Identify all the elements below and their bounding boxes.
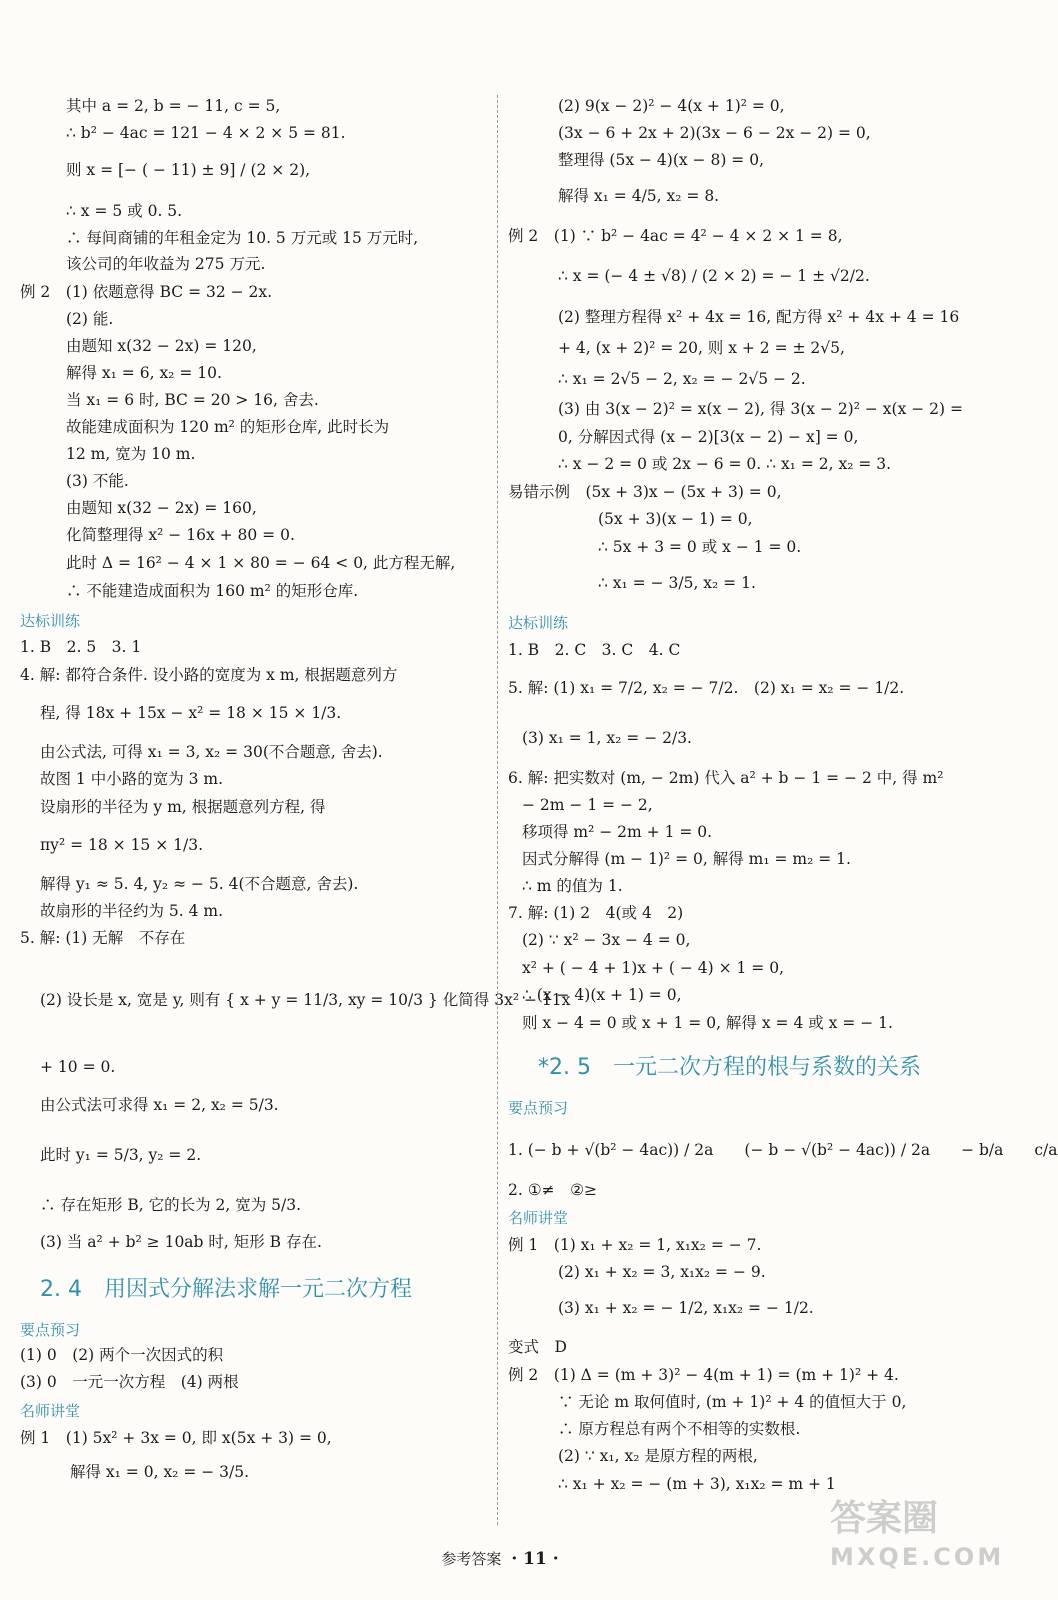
text-line: 0, 分解因式得 (x − 2)[3(x − 2) − x] = 0, bbox=[558, 428, 859, 446]
text-line: 6. 解: 把实数对 (m, − 2m) 代入 a² + b − 1 = − 2 中, 得 m² bbox=[508, 769, 944, 787]
text-line: − 2m − 1 = − 2, bbox=[522, 796, 653, 814]
text-line: 1. B 2. C 3. C 4. C bbox=[508, 641, 681, 659]
text-line: 例 2 (1) 依题意得 BC = 32 − 2x. bbox=[20, 283, 273, 301]
text-line: 1. (− b + √(b² − 4ac)) / 2a (− b − √(b² − 4ac)) / 2a − b/a c/a bbox=[508, 1141, 1058, 1159]
text-line: (3) 0 一元一次方程 (4) 两根 bbox=[20, 1373, 239, 1391]
page-number: · 11 · bbox=[511, 1549, 559, 1569]
text-line: (2) 能. bbox=[66, 310, 114, 328]
subsection-heading: 要点预习 bbox=[20, 1321, 81, 1339]
text-line: (5x + 3)(x − 1) = 0, bbox=[598, 510, 753, 528]
text-line: 整理得 (5x − 4)(x − 8) = 0, bbox=[558, 151, 764, 169]
text-line: 12 m, 宽为 10 m. bbox=[66, 445, 196, 463]
text-line: 变式 D bbox=[508, 1338, 567, 1356]
text-line: (3) 由 3(x − 2)² = x(x − 2), 得 3(x − 2)² − x(x − 2) = bbox=[558, 400, 963, 418]
text-line: 由公式法, 可得 x₁ = 3, x₂ = 30(不合题意, 舍去). bbox=[40, 743, 383, 761]
text-line: 此时 y₁ = 5/3, y₂ = 2. bbox=[40, 1146, 202, 1164]
section-title: 2. 4 用因式分解法求解一元二次方程 bbox=[40, 1277, 412, 1302]
text-line: 故能建成面积为 120 m² 的矩形仓库, 此时长为 bbox=[66, 418, 390, 436]
text-line: (2) 9(x − 2)² − 4(x + 1)² = 0, bbox=[558, 97, 785, 115]
text-line: ∴ 存在矩形 B, 它的长为 2, 宽为 5/3. bbox=[40, 1196, 302, 1214]
text-line: + 10 = 0. bbox=[40, 1058, 116, 1076]
text-line: ∴ m 的值为 1. bbox=[522, 877, 623, 895]
text-line: 由题知 x(32 − 2x) = 120, bbox=[66, 337, 257, 355]
text-line: (3) 不能. bbox=[66, 472, 129, 490]
text-line: 7. 解: (1) 2 4(或 4 2) bbox=[508, 904, 684, 922]
subsection-heading: 名师讲堂 bbox=[508, 1209, 569, 1227]
text-line: 则 x − 4 = 0 或 x + 1 = 0, 解得 x = 4 或 x = − 1. bbox=[522, 1014, 893, 1032]
text-line: 该公司的年收益为 275 万元. bbox=[66, 255, 266, 273]
text-line: 解得 x₁ = 0, x₂ = − 3/5. bbox=[70, 1463, 250, 1481]
text-line: 由题知 x(32 − 2x) = 160, bbox=[66, 499, 257, 517]
text-line: ∴ 原方程总有两个不相等的实数根. bbox=[558, 1420, 801, 1438]
text-line: 故图 1 中小路的宽为 3 m. bbox=[40, 770, 224, 788]
text-line: 移项得 m² − 2m + 1 = 0. bbox=[522, 823, 713, 841]
text-line: 程, 得 18x + 15x − x² = 18 × 15 × 1/3. bbox=[40, 704, 342, 722]
text-line: 由公式法可求得 x₁ = 2, x₂ = 5/3. bbox=[40, 1096, 279, 1114]
text-line: (2) ∵ x² − 3x − 4 = 0, bbox=[522, 931, 691, 949]
text-line: ∴ 不能建造成面积为 160 m² 的矩形仓库. bbox=[66, 582, 359, 600]
text-line: 则 x = [− ( − 11) ± 9] / (2 × 2), bbox=[66, 161, 311, 179]
text-line: 例 2 (1) Δ = (m + 3)² − 4(m + 1) = (m + 1)² + 4. bbox=[508, 1366, 899, 1384]
text-line: (3) x₁ + x₂ = − 1/2, x₁x₂ = − 1/2. bbox=[558, 1299, 814, 1317]
text-line: 因式分解得 (m − 1)² = 0, 解得 m₁ = m₂ = 1. bbox=[522, 850, 851, 868]
text-line: ∴ x₁ = 2√5 − 2, x₂ = − 2√5 − 2. bbox=[558, 370, 806, 388]
text-line: (2) 设长是 x, 宽是 y, 则有 { x + y = 11/3, xy = 10/3 } 化简得 3x² − 11x bbox=[40, 991, 571, 1009]
watermark-logo bbox=[800, 1485, 1005, 1580]
text-line: ∴ x = 5 或 0. 5. bbox=[66, 202, 183, 220]
text-line: 5. 解: (1) 无解 不存在 bbox=[20, 929, 186, 947]
watermark-text: 答案圈 bbox=[830, 1498, 939, 1539]
text-line: x² + ( − 4 + 1)x + ( − 4) × 1 = 0, bbox=[522, 959, 785, 977]
text-line: (2) ∵ x₁, x₂ 是原方程的两根, bbox=[558, 1447, 758, 1465]
footer-label: 参考答案 bbox=[441, 1550, 502, 1568]
text-line: ∴ x = (− 4 ± √8) / (2 × 2) = − 1 ± √2/2. bbox=[558, 267, 870, 285]
text-line: ∴ (x − 4)(x + 1) = 0, bbox=[522, 986, 682, 1004]
text-line: 解得 x₁ = 4/5, x₂ = 8. bbox=[558, 187, 720, 205]
text-line: 1. B 2. 5 3. 1 bbox=[20, 638, 142, 656]
text-line: ∴ 5x + 3 = 0 或 x − 1 = 0. bbox=[598, 538, 802, 556]
subsection-heading: 达标训练 bbox=[20, 612, 81, 630]
text-line: 当 x₁ = 6 时, BC = 20 > 16, 舍去. bbox=[66, 391, 319, 409]
text-line: (1) 0 (2) 两个一次因式的积 bbox=[20, 1346, 224, 1364]
subsection-heading: 要点预习 bbox=[508, 1099, 569, 1117]
text-line: ∵ 无论 m 取何值时, (m + 1)² + 4 的值恒大于 0, bbox=[558, 1393, 907, 1411]
text-line: 例 1 (1) x₁ + x₂ = 1, x₁x₂ = − 7. bbox=[508, 1236, 762, 1254]
text-line: ∴ x₁ + x₂ = − (m + 3), x₁x₂ = m + 1 bbox=[558, 1475, 836, 1493]
text-line: ∴ x − 2 = 0 或 2x − 6 = 0. ∴ x₁ = 2, x₂ = 3. bbox=[558, 455, 892, 473]
text-line: + 4, (x + 2)² = 20, 则 x + 2 = ± 2√5, bbox=[558, 339, 845, 357]
text-line: ∴ x₁ = − 3/5, x₂ = 1. bbox=[598, 574, 756, 592]
text-line: 解得 x₁ = 6, x₂ = 10. bbox=[66, 364, 222, 382]
text-line: πy² = 18 × 15 × 1/3. bbox=[40, 836, 203, 854]
subsection-heading: 达标训练 bbox=[508, 614, 569, 632]
section-title: *2. 5 一元二次方程的根与系数的关系 bbox=[538, 1055, 921, 1080]
text-line: 例 1 (1) 5x² + 3x = 0, 即 x(5x + 3) = 0, bbox=[20, 1429, 332, 1447]
text-line: 易错示例 (5x + 3)x − (5x + 3) = 0, bbox=[508, 483, 782, 501]
text-line: 设扇形的半径为 y m, 根据题意列方程, 得 bbox=[40, 798, 326, 816]
text-line: 故扇形的半径约为 5. 4 m. bbox=[40, 902, 224, 920]
text-line: (3) 当 a² + b² ≥ 10ab 时, 矩形 B 存在. bbox=[40, 1233, 322, 1251]
text-line: 其中 a = 2, b = − 11, c = 5, bbox=[66, 97, 281, 115]
subsection-heading: 名师讲堂 bbox=[20, 1402, 81, 1420]
text-line: (2) x₁ + x₂ = 3, x₁x₂ = − 9. bbox=[558, 1263, 766, 1281]
text-line: (3) x₁ = 1, x₂ = − 2/3. bbox=[522, 729, 692, 747]
text-line: 化简整理得 x² − 16x + 80 = 0. bbox=[66, 526, 295, 544]
text-line: (3x − 6 + 2x + 2)(3x − 6 − 2x − 2) = 0, bbox=[558, 124, 871, 142]
column-divider bbox=[497, 95, 498, 1525]
page-footer bbox=[400, 1548, 600, 1569]
text-line: 5. 解: (1) x₁ = 7/2, x₂ = − 7/2. (2) x₁ = x₂ = − 1/2. bbox=[508, 679, 905, 697]
text-line: 例 2 (1) ∵ b² − 4ac = 4² − 4 × 2 × 1 = 8, bbox=[508, 227, 843, 245]
text-line: 解得 y₁ ≈ 5. 4, y₂ ≈ − 5. 4(不合题意, 舍去). bbox=[40, 875, 359, 893]
text-line: 4. 解: 都符合条件. 设小路的宽度为 x m, 根据题意列方 bbox=[20, 666, 398, 684]
watermark-url: MXQE.COM bbox=[830, 1543, 1005, 1571]
text-line: (2) 整理方程得 x² + 4x = 16, 配方得 x² + 4x + 4 = 16 bbox=[558, 308, 960, 326]
text-line: 此时 Δ = 16² − 4 × 1 × 80 = − 64 < 0, 此方程无解, bbox=[66, 554, 456, 572]
text-line: 2. ①≠ ②≥ bbox=[508, 1181, 597, 1199]
text-line: ∴ 每间商铺的年租金定为 10. 5 万元或 15 万元时, bbox=[66, 229, 419, 247]
text-line: ∴ b² − 4ac = 121 − 4 × 2 × 5 = 81. bbox=[66, 124, 346, 142]
